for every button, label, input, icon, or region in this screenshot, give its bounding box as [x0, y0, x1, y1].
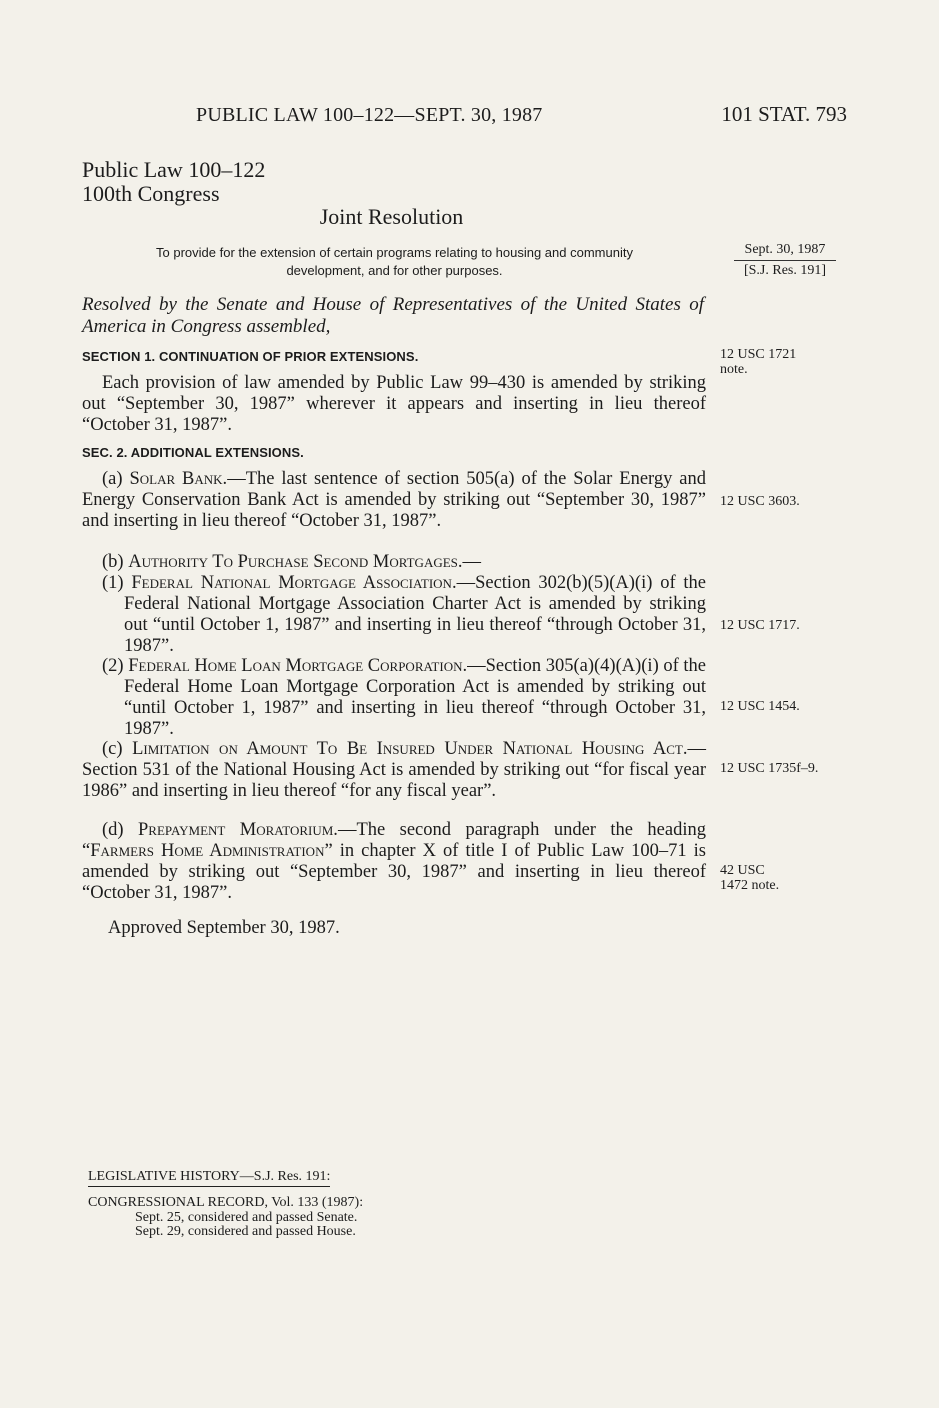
congress-number: 100th Congress [82, 181, 220, 206]
subsection-label: (b) [102, 552, 129, 572]
subsection-label: (d) [102, 820, 139, 840]
paragraph-b1 [82, 573, 706, 657]
margin-note-section-1 [720, 347, 850, 377]
subsection-b [82, 552, 706, 573]
section-2-heading: SEC. 2. ADDITIONAL EXTENSIONS. [82, 445, 304, 460]
paragraph-heading: Federal National Mortgage Association. [131, 573, 457, 593]
legislative-history-heading: LEGISLATIVE HISTORY—S.J. Res. 191: [88, 1169, 330, 1187]
paragraph-text: —Section 305(a)(4)(A)(i) of the Federal Home Loan Mortgage Corporation Act is amended by striking out “until October 1, 1987” and inserting in lieu thereof “through October 31, 1987”. [124, 656, 707, 739]
subsection-heading: Prepayment Moratorium. [138, 820, 338, 840]
subsection-text: —Section 531 of the National Housing Act is amended by striking out “for fiscal year 1986” and inserting in lieu thereof “for any fiscal year”. [82, 739, 706, 801]
running-head: PUBLIC LAW 100–122—SEPT. 30, 1987 [196, 104, 543, 126]
margin-note-line: note. [720, 362, 748, 377]
law-number: Public Law 100–122 [82, 157, 266, 182]
subsection-dash: — [462, 552, 482, 572]
subsection-text: ” in chapter X of title I of Public Law 100–71 is amended by striking out “September 30, 1987” and inserting in lieu thereof “October 31, 1987”. [82, 841, 707, 903]
subsection-d [82, 820, 706, 904]
purpose-line: development, and for other purposes. [286, 263, 503, 278]
section-1-text: Each provision of law amended by Public Law 99–430 is amended by striking out “September 30, 1987” wherever it appears and inserting in lieu thereof “October 31, 1987”. [82, 373, 706, 435]
congressional-record-line: CONGRESSIONAL RECORD, Vol. 133 (1987): [88, 1195, 364, 1210]
paragraph-label: (1) [102, 573, 132, 593]
margin-note-subsection-d [720, 863, 850, 893]
subsection-heading: Authority To Purchase Second Mortgages. [128, 552, 463, 572]
paragraph-heading: Federal Home Loan Mortgage Corporation. [128, 656, 468, 676]
subsection-label: (c) [102, 739, 133, 759]
side-date: Sept. 30, 1987 [734, 242, 836, 261]
subsection-heading: Limitation on Amount To Be Insured Under National Housing Act. [132, 739, 688, 759]
legislative-history-record [88, 1196, 363, 1240]
paragraph-label: (2) [102, 656, 129, 676]
margin-note-paragraph-b1: 12 USC 1717. [720, 618, 800, 633]
quoted-heading: Farmers Home Administration [90, 841, 325, 861]
paragraph-b2 [82, 656, 706, 740]
purpose-line: To provide for the extension of certain programs relating to housing and community [156, 245, 633, 260]
subsection-label: (a) [102, 469, 130, 489]
section-1-heading: SECTION 1. CONTINUATION OF PRIOR EXTENSIONS. [82, 349, 419, 364]
approval-date: Approved September 30, 1987. [108, 918, 340, 938]
margin-note-paragraph-b2: 12 USC 1454. [720, 699, 800, 714]
history-entry: Sept. 29, considered and passed House. [135, 1224, 356, 1239]
history-entry: Sept. 25, considered and passed Senate. [135, 1209, 358, 1225]
margin-note-subsection-a: 12 USC 3603. [720, 494, 800, 509]
purpose-statement [82, 244, 707, 280]
subsection-c [82, 739, 706, 802]
subsection-heading: Solar Bank. [129, 469, 228, 489]
stat-page-number: 101 STAT. 793 [721, 102, 847, 126]
margin-note-line: 42 USC [720, 863, 765, 878]
margin-note-line: 12 USC 1721 [720, 347, 797, 362]
side-resolution-number: [S.J. Res. 191] [743, 263, 827, 278]
margin-note-line: 1472 note. [720, 878, 780, 893]
law-identification [82, 158, 265, 206]
paragraph-text: —Section 302(b)(5)(A)(i) of the Federal National Mortgage Association Charter Act is amended by striking out “until October 1, 1987” and inserting in lieu thereof “through October 31, 1987”. [124, 573, 706, 656]
margin-note-subsection-c: 12 USC 1735f–9. [720, 761, 819, 776]
resolution-title: Joint Resolution [319, 204, 464, 229]
subsection-text: —The second paragraph under the heading “ [82, 820, 706, 861]
subsection-a [82, 469, 706, 532]
subsection-text: —The last sentence of section 505(a) of the Solar Energy and Energy Conservation Bank Act is amended by striking out “September 30, 1987” and inserting in lieu thereof “October 31, 1987”. [82, 469, 706, 531]
enacting-clause: Resolved by the Senate and House of Representatives of the United States of America in Congress assembled, [82, 294, 704, 337]
